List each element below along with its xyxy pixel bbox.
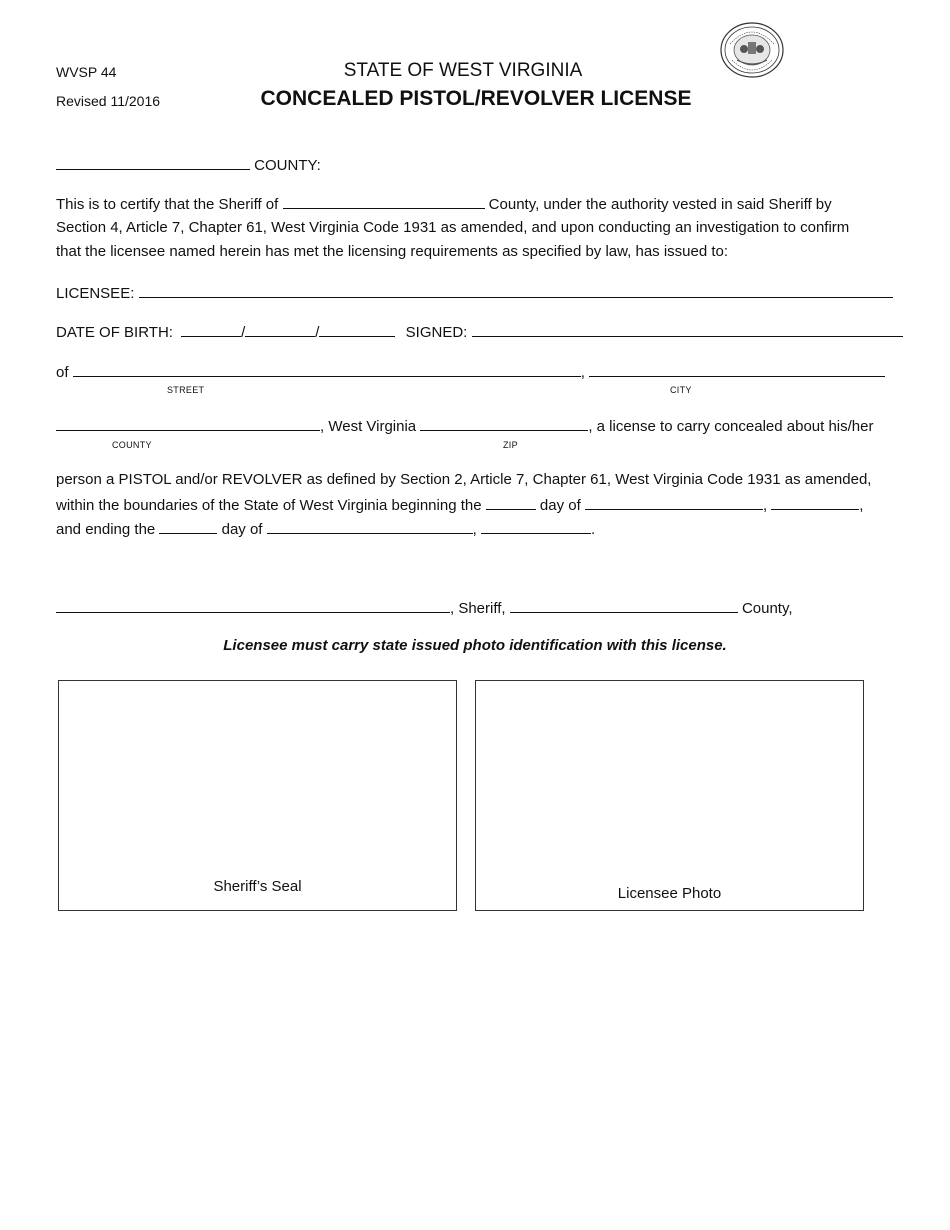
begin-day-field[interactable] — [486, 495, 536, 510]
zip-field[interactable] — [420, 416, 588, 431]
validity-line-2 — [56, 495, 863, 514]
comma: , — [762, 497, 768, 514]
end-month-field[interactable] — [267, 519, 473, 534]
revision-date: Revised 11/2016 — [56, 93, 161, 109]
licensee-photo-label: Licensee Photo — [617, 885, 722, 902]
dob-day-field[interactable] — [245, 322, 315, 337]
signature-field[interactable] — [472, 322, 903, 337]
dob-month-field[interactable] — [181, 322, 241, 337]
county-caption: COUNTY — [112, 440, 152, 450]
licensee-label: LICENSEE: — [56, 285, 135, 302]
certify-text-1: This is to certify that the Sheriff of — [56, 196, 279, 213]
zip-caption: ZIP — [503, 440, 518, 450]
comma: , — [859, 497, 864, 514]
residence-county-field[interactable] — [56, 416, 320, 431]
form-number: WVSP 44 — [56, 64, 117, 80]
day-of-label: day of — [221, 521, 263, 538]
dob-line — [56, 322, 903, 341]
sheriff-label: , Sheriff, — [450, 600, 506, 617]
signed-label: SIGNED: — [405, 324, 468, 341]
sheriff-name-field[interactable] — [56, 598, 450, 613]
dob-separator: / — [315, 324, 320, 341]
address-line — [56, 362, 885, 381]
sheriff-seal-box[interactable] — [58, 680, 457, 911]
begin-year-field[interactable] — [771, 495, 859, 510]
day-of-label: day of — [539, 497, 581, 514]
state-heading: STATE OF WEST VIRGINIA — [343, 60, 583, 81]
validity-line-1: person a PISTOL and/or REVOLVER as defined by Section 2, Article 7, Chapter 61, West Virginia Code 1931 as amended, — [56, 471, 872, 488]
city-field[interactable] — [589, 362, 885, 377]
begin-month-field[interactable] — [585, 495, 763, 510]
west-virginia-label: , West Virginia — [320, 418, 417, 435]
licensee-name-field[interactable] — [139, 283, 893, 298]
dob-separator: / — [241, 324, 246, 341]
city-caption: CITY — [670, 385, 692, 395]
photo-id-notice: Licensee must carry state issued photo identification with this license. — [223, 637, 727, 654]
validity-text: within the boundaries of the State of West Virginia beginning the — [56, 497, 482, 514]
period: . — [591, 521, 596, 538]
licensee-photo-box[interactable] — [475, 680, 864, 911]
street-field[interactable] — [73, 362, 581, 377]
license-title: CONCEALED PISTOL/REVOLVER LICENSE — [260, 87, 692, 110]
certify-line-3: that the licensee named herein has met the licensing requirements as specified by law, has issued to: — [56, 243, 729, 260]
validity-line-3 — [56, 519, 595, 538]
sheriff-seal-label: Sheriff’s Seal — [213, 878, 302, 895]
comma: , — [472, 521, 477, 538]
county-field[interactable] — [56, 155, 250, 170]
end-year-field[interactable] — [481, 519, 591, 534]
of-label: of — [56, 364, 69, 381]
certify-line-2: Section 4, Article 7, Chapter 61, West Virginia Code 1931 as amended, and upon conducting an investigation to confirm — [56, 219, 850, 236]
sheriff-county-name-field[interactable] — [510, 598, 738, 613]
certify-line-1 — [56, 194, 832, 213]
county-label: COUNTY: — [254, 157, 321, 174]
license-text: , a license to carry concealed about his/her — [588, 418, 874, 435]
sheriff-county-field[interactable] — [283, 194, 485, 209]
dob-label: DATE OF BIRTH: — [56, 324, 173, 341]
dob-year-field[interactable] — [319, 322, 395, 337]
comma: , — [580, 364, 585, 381]
county-line — [56, 155, 321, 174]
street-caption: STREET — [167, 385, 205, 395]
county-label: County, — [741, 600, 793, 617]
end-day-field[interactable] — [159, 519, 217, 534]
sheriff-line — [56, 598, 793, 617]
licensee-line — [56, 283, 893, 302]
certify-text-2: County, under the authority vested in said Sheriff by — [488, 196, 832, 213]
county-zip-line — [56, 416, 874, 435]
ending-label: and ending the — [56, 521, 156, 538]
